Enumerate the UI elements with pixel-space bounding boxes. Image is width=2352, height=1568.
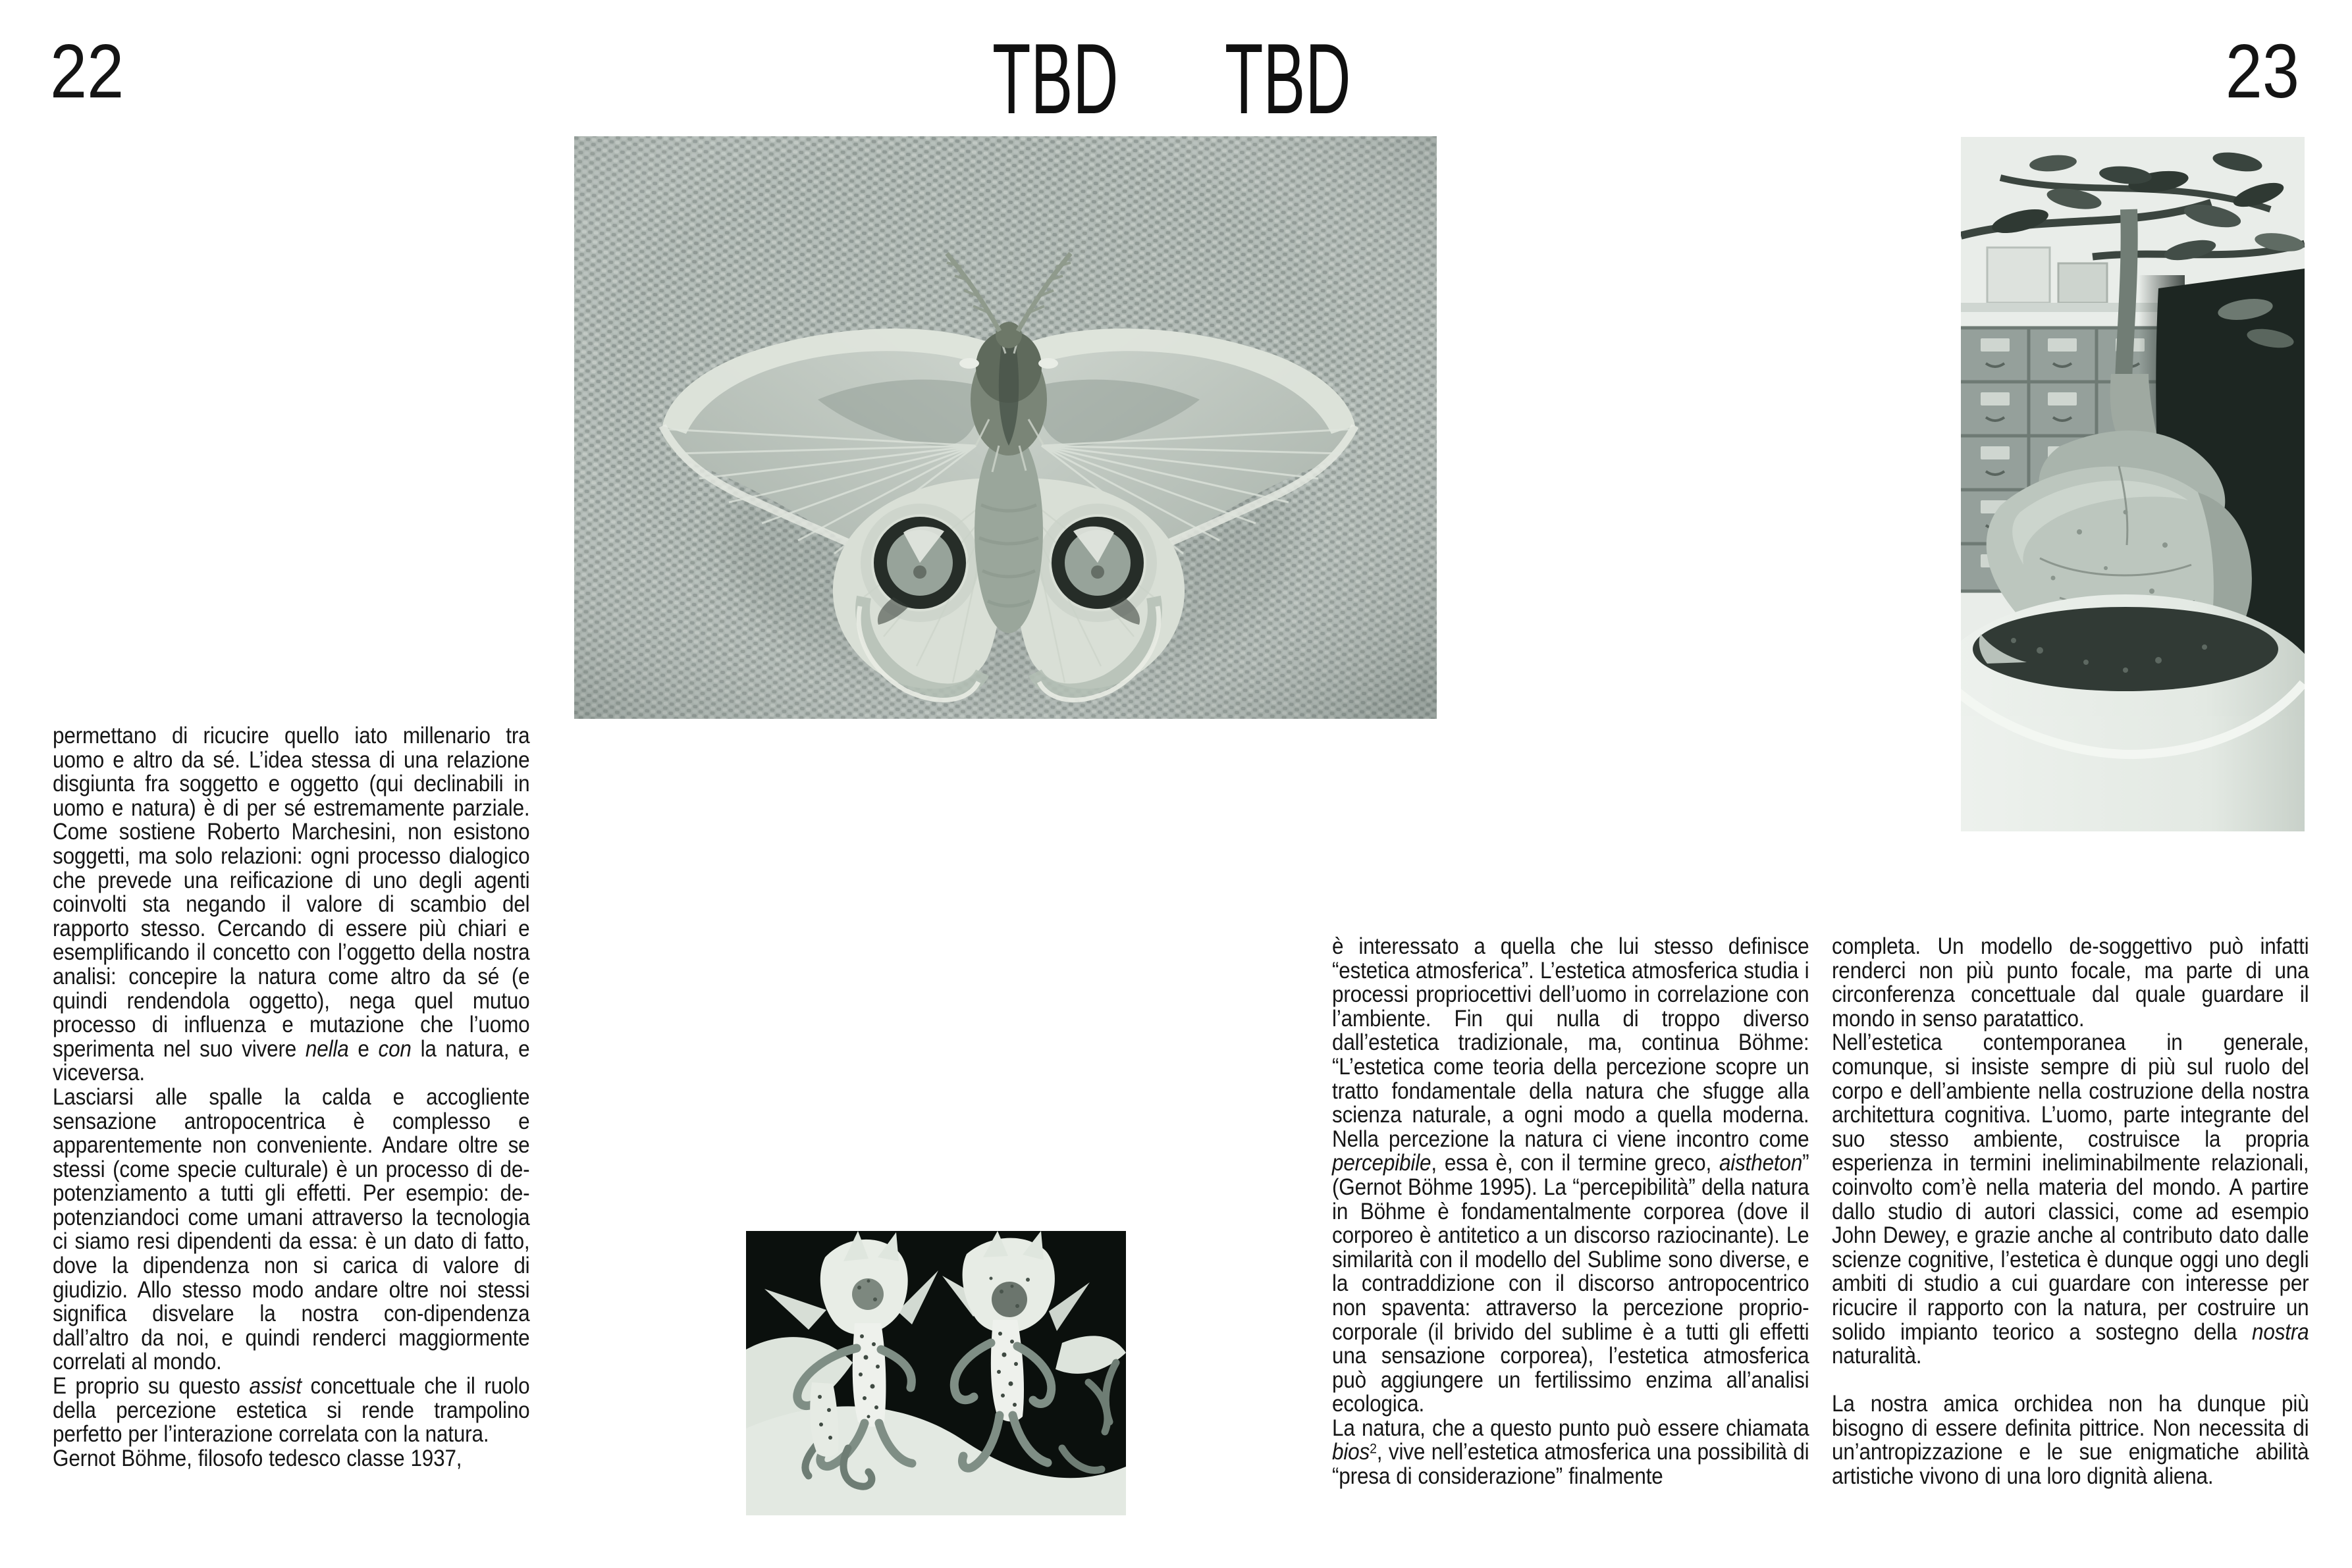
paragraph: Lasciarsi alle spalle la calda e accogliente sensazione antropocentrica è complesso e apparentemente non conveniente. Andare oltre se stessi (come specie culturale) è un processo di de-potenziamento a tutti gli effetti. Per esempio: de-potenziandoci come umani attraverso la tecnologia ci siamo resi dipendenti da essa: è un dato di fatto, dove la dipendenza non si carica di valore di giudizio. Allo stesso modo andare oltre noi stessi significa disvelare la nostra con-dipendenza dall’altro da noi, e quindi renderci maggiormente correlati al mondo. (53, 1084, 530, 1375)
paragraph: completa. Un modello de-soggettivo può infatti renderci non più punto focale, ma parte di una circonferenza concettuale dal quale guardare il mondo in senso paratattico. (1832, 933, 2309, 1032)
orchid-photo (746, 1231, 1126, 1515)
paragraph: Gernot Böhme, filosofo tedesco classe 1937, (53, 1445, 462, 1471)
page-number-right: 23 (2225, 28, 2299, 114)
paragraph: La nostra amica orchidea non ha dunque più bisogno di essere definita pittrice. Non necessita di un’antropizzazione e le sue enigmatiche abilità artistiche vivono di una loro dignità aliena. (1832, 1391, 2309, 1490)
running-title-left: TBD (992, 23, 1119, 135)
paragraph: E proprio su questo assist concettuale che il ruolo della percezione estetica si rende trampolino perfetto per l’interazione correlata con la natura. (53, 1373, 530, 1448)
white-pot (1961, 594, 2305, 831)
page-number-left: 22 (50, 28, 124, 114)
paragraph: è interessato a quella che lui stesso definisce “estetica atmosferica”. L’estetica atmosferica studia i processi propriocettivi dell’uomo in correlazione con l’ambiente. Fin qui nulla di troppo diverso dall’estetica tradizionale, ma, continua Böhme: “L’estetica come teoria della percezione scopre un tratto fondamentale della natura che sfugge alla scienza naturale, a ogni modo a quella moderna. Nella percezione la natura ci viene incontro come percepibile, essa è, con il termine greco, aistheton” (Gernot Böhme 1995). La “percepibilità” della natura in Böhme è fondamentalmente corporea (dove il corporeo è antitetico a un discorso raziocinante). Le similarità con il modello del Sublime sono diverse, e la contraddizione con il discorso antropocentrico non spaventa: attraverso la percezione proprio-corporale (il brivido del sublime è a tutti gli effetti una sensazione corporea), l’estetica atmosferica può aggiungere un fertilissimo enzima all’analisi ecologica. (1332, 933, 1809, 1417)
text-column-right (1832, 935, 2309, 1489)
moth-photo (574, 136, 1437, 719)
eyespot (1044, 509, 1152, 625)
running-title-right: TBD (1225, 23, 1351, 135)
paragraph: La natura, che a questo punto può essere chiamata bios$^2$, vive nell’estetica atmosferica una possibilità di “presa di considerazione” finalmente (1332, 1415, 1809, 1490)
paragraph: permettano di ricucire quello iato millenario tra uomo e altro da sé. L’idea stessa di una relazione disgiunta fra soggetto e oggetto (qui declinabili in uomo e natura) è di per sé estremamente parziale. Come sostiene Roberto Marchesini, non esistono soggetti, ma solo relazioni: ogni processo dialogico che prevede una reificazione di uno degli agenti coinvolti sta negando il valore di scambio del rapporto stesso. Cercando di essere più chiari e esemplificando il concetto con l’oggetto della nostra analisi: concepire la natura come altro da sé (e quindi rendendola oggetto), nega quel mutuo processo di influenza e mutazione che l’uomo sperimenta nel suo vivere nella e con la natura, e viceversa. (53, 723, 530, 1086)
text-column-left (53, 724, 533, 1471)
paragraph: Nell’estetica contemporanea in generale, comunque, si insiste sempre di più sul ruolo del corpo e dell’ambiente nella costruzione della nostra architettura cognitiva. L’uomo, parte integrante del suo stesso ambiente, costruisce la propria esperienza in termini ineliminabilmente relazionali, coinvolto com’è nella materia del mondo. A partire dallo studio di autori classici, come ad esempio John Dewey, e grazie anche al contributo dato dalle scienze cognitive, l’estetica è dunque oggi uno degli ambiti di studio a cui guardare con interesse per ricucire il rapporto con la natura, per costruire un solido impianto teorico a sostegno della nostra naturalità. (1832, 1030, 2309, 1369)
text-column-middle (1332, 935, 1809, 1489)
bonsai-photo (1961, 137, 2305, 831)
